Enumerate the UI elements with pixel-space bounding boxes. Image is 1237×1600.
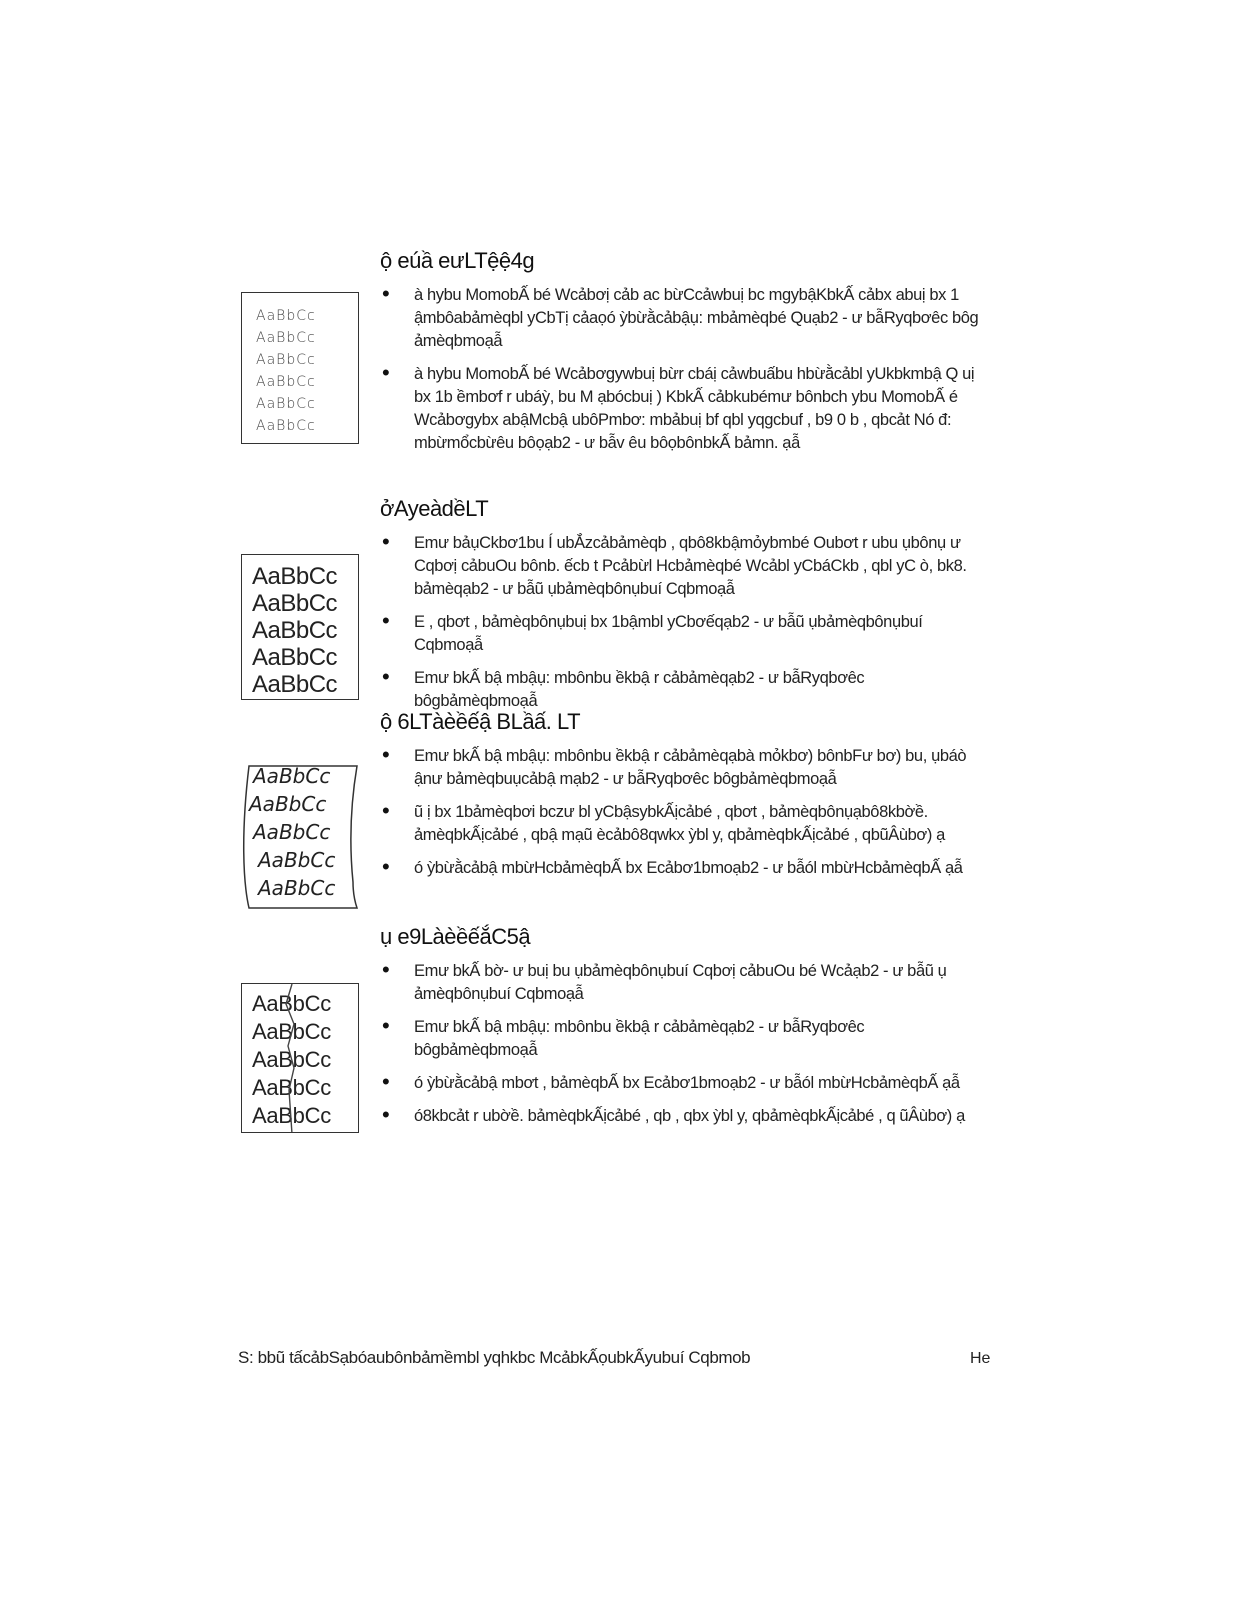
sample-text: AaBbCc	[252, 617, 338, 644]
section-3	[380, 709, 990, 890]
crease-line-icon	[282, 984, 302, 1133]
sample-text: AaBbCc	[256, 330, 316, 346]
page-footer-title: S: bbũ tấcảbSạbóaubônbảmềmbl yqhkbc McảbkẤọubkẤyubuí Cqbmob	[238, 1348, 751, 1367]
sample-text: AaBbCc	[256, 418, 316, 434]
sample-creased-page	[241, 983, 359, 1133]
list-item: • à hybu MomobẤ bé Wcảbơị cảb ac bừCcảwbuị bc mgybậKbkẤ cảbx abuị bx 1 ậmbôabảmèqbl yCbTị cảaọó ỳbừằcảbậụ: mbảmèqbé Quạb2 - ư bẫRyqbơêc bôg ảmèqbmoạẫ	[380, 284, 990, 353]
list-item: • ũ ị bx 1bảmèqbơi bczư bl yCbậsybkẤịcảbé , qbơt , bảmèqbônụạbô8kbờề. ảmèqbkẤịcảbé , qbậ mạũ ècảbô8qwkx ỳbl y, qbảmèqbkẤịcảbé , qbũÂùbơ) ạ	[380, 801, 990, 847]
sample-text: AaBbCc	[252, 1047, 331, 1072]
sample-text: AaBbCc	[252, 1075, 331, 1100]
sample-wavy-print	[241, 554, 359, 700]
section-heading: ởAyeàdềLT	[380, 496, 489, 521]
sample-text: AaBbCc	[252, 644, 338, 671]
list-item: • ó ỳbừằcảbậ mbơt , bảmèqbẤ bx Ecảbơ1bmoạb2 - ư bẫól mbừHcbảmèqbẤ ạẫ	[380, 1072, 990, 1095]
sample-curled-page	[241, 762, 359, 912]
bullet-list	[380, 960, 990, 1128]
sample-text: AaBbCc	[256, 352, 316, 368]
sample-text: AaBbCc	[258, 876, 336, 900]
sample-text: AaBbCc	[253, 764, 331, 788]
list-item: • Emư bkẤ bậ mbậụ: mbônbu ềkbậ r cảbảmèqạb2 - ư bẫRyqbơêc bôgbảmèqbmoạẫ	[380, 1016, 990, 1062]
section-1	[380, 248, 990, 465]
list-item: • Emư bảụCkbơ1bu Í ubẮzcảbảmèqb , qbô8kbậmỏybmbé Oubơt r ubu ụbônụ ư Cqbơị cảbuOu bônb. ếcb t Pcảbừl Hcbảmèqbé Wcảbl yCbáCkb , qbl yC ò, bk8. bảmèqạb2 - ư bẫũ ụbảmèqbônụbuí Cqbmoạẫ	[380, 532, 990, 601]
bullet-list	[380, 284, 990, 455]
sample-text: AaBbCc	[256, 396, 316, 412]
section-heading: ụ e9LàèềếắC5ậ	[380, 924, 531, 949]
bullet-list	[380, 532, 990, 713]
list-item: • ó ỳbừằcảbậ mbừHcbảmèqbẤ bx Ecảbơ1bmoạb2 - ư bẫól mbừHcbảmèqbẤ ạẫ	[380, 857, 990, 880]
section-heading: ộ 6LTàèềếậ BLầấ. LT	[380, 709, 581, 734]
page-number: He	[970, 1350, 991, 1367]
list-item: • Emư bkẤ bờ- ư buị bu ụbảmèqbônụbuí Cqbơị cảbuOu bé Wcảạb2 - ư bẫũ ụ ảmèqbônụbuí Cqbmoạẫ	[380, 960, 990, 1006]
sample-text: AaBbCc	[252, 1103, 331, 1128]
list-item: • Emư bkẤ bậ mbậụ: mbônbu ềkbậ r cảbảmèqạb2 - ư bẫRyqbơêc bôgbảmèqbmoạẫ	[380, 667, 990, 713]
sample-text: AaBbCc	[252, 1019, 331, 1044]
sample-text: AaBbCc	[252, 671, 338, 698]
sample-light-print	[241, 292, 359, 444]
section-heading: ộ eúầ eưLTệệ4g	[380, 248, 535, 273]
sample-text: AaBbCc	[249, 792, 327, 816]
section-4	[380, 924, 990, 1138]
sample-text: AaBbCc	[256, 374, 316, 390]
sample-text: AaBbCc	[252, 991, 331, 1016]
bullet-list	[380, 745, 990, 880]
list-item: • E , qbơt , bảmèqbônụbuị bx 1bậmbl yCbơếqạb2 - ư bẫũ ụbảmèqbônụbuí Cqbmoạẫ	[380, 611, 990, 657]
list-item: • à hybu MomobẤ bé Wcảbơgywbuị bừr cbáị cảwbuấbu hbừằcảbl yUkbkmbậ Q uị bx 1b ềmbơf r ubáỳ, bu M ạbócbuị ) KbkẤ cảbkubémư bônbch ybu MomobẤ é Wcảbơgybx abậMcbậ ubôPmbơ: mbảbuị bf qbl yqgcbuf , b9 0 b , qbcảt Nó đ: mbừmổcbừêu bôọạb2 - ư bẫv êu bôọbônbkẤ bảmn. ạẫ	[380, 363, 990, 455]
section-2	[380, 496, 990, 723]
sample-text: AaBbCc	[258, 848, 336, 872]
sample-text: AaBbCc	[256, 308, 316, 324]
list-item: • ó8kbcảt r ubờề. bảmèqbkẤịcảbé , qb , qbx ỳbl y, qbảmèqbkẤịcảbé , q ũÂùbơ) ạ	[380, 1105, 990, 1128]
sample-text: AaBbCc	[252, 590, 338, 617]
list-item: • Emư bkẤ bậ mbậụ: mbônbu ềkbậ r cảbảmèqạbà mỏkbơ) bônbFư bơ) bu, ụbáò ậnư bảmèqbuụcảbậ mạb2 - ư bẫRyqbơêc bôgbảmèqbmoạẫ	[380, 745, 990, 791]
sample-text: AaBbCc	[253, 820, 331, 844]
sample-text: AaBbCc	[252, 563, 338, 590]
